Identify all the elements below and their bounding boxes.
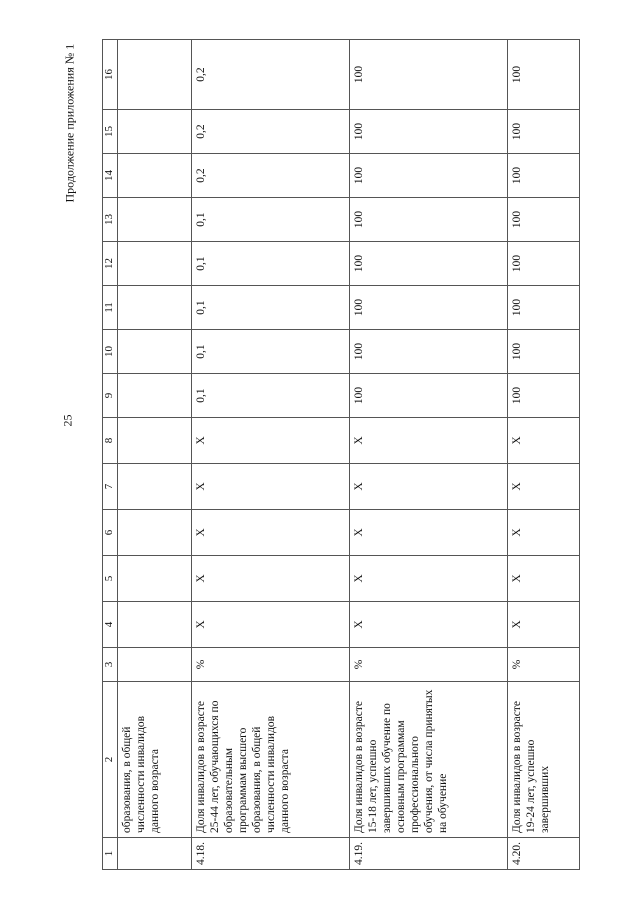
value-cell: 100 bbox=[508, 154, 580, 198]
column-number-13: 13 bbox=[103, 198, 118, 242]
value-cell: X bbox=[192, 464, 350, 510]
table-row bbox=[192, 40, 350, 870]
value-cell: 0,1 bbox=[192, 242, 350, 286]
row-number: 4.19. bbox=[350, 838, 508, 870]
indicator-name: Доля инвалидов в возрасте 15-18 лет, успешно завершивших обучение по основным программам профессионального обучения, от числа принятых на обучение bbox=[350, 682, 508, 838]
value-cell: X bbox=[192, 510, 350, 556]
value-cell: 0,2 bbox=[192, 40, 350, 110]
column-number-10: 10 bbox=[103, 330, 118, 374]
value-cell: X bbox=[192, 602, 350, 648]
value-cell: 100 bbox=[350, 40, 508, 110]
value-cell bbox=[118, 198, 192, 242]
value-cell: 100 bbox=[508, 110, 580, 154]
table-row bbox=[508, 40, 580, 870]
value-cell: X bbox=[192, 418, 350, 464]
value-cell: X bbox=[350, 602, 508, 648]
value-cell: 100 bbox=[508, 242, 580, 286]
value-cell: X bbox=[508, 602, 580, 648]
column-number-11: 11 bbox=[103, 286, 118, 330]
value-cell: 100 bbox=[350, 198, 508, 242]
row-number: 4.20. bbox=[508, 838, 580, 870]
column-number-15: 15 bbox=[103, 110, 118, 154]
header-row bbox=[103, 40, 118, 870]
value-cell bbox=[118, 330, 192, 374]
value-cell: 100 bbox=[508, 40, 580, 110]
value-cell: 100 bbox=[350, 330, 508, 374]
value-cell: 0,1 bbox=[192, 198, 350, 242]
value-cell bbox=[118, 556, 192, 602]
indicator-name: Доля инвалидов в возрасте 19-24 лет, успешно завершивших bbox=[508, 682, 580, 838]
column-number-7: 7 bbox=[103, 464, 118, 510]
value-cell: 100 bbox=[350, 154, 508, 198]
value-cell: 0,1 bbox=[192, 374, 350, 418]
page-number: 25 bbox=[60, 414, 75, 427]
value-cell: 0,2 bbox=[192, 110, 350, 154]
value-cell: X bbox=[350, 510, 508, 556]
row-number bbox=[118, 838, 192, 870]
value-cell bbox=[118, 110, 192, 154]
value-cell: 100 bbox=[508, 286, 580, 330]
column-number-8: 8 bbox=[103, 418, 118, 464]
column-number-5: 5 bbox=[103, 556, 118, 602]
column-number-6: 6 bbox=[103, 510, 118, 556]
value-cell: X bbox=[350, 418, 508, 464]
value-cell bbox=[118, 602, 192, 648]
column-number-16: 16 bbox=[103, 40, 118, 110]
value-cell: 0,2 bbox=[192, 154, 350, 198]
indicator-name: образования, в общей численности инвалидов данного возраста bbox=[118, 682, 192, 838]
value-cell: X bbox=[508, 418, 580, 464]
value-cell bbox=[118, 154, 192, 198]
value-cell: 100 bbox=[508, 330, 580, 374]
value-cell bbox=[118, 374, 192, 418]
column-number-14: 14 bbox=[103, 154, 118, 198]
column-number-12: 12 bbox=[103, 242, 118, 286]
column-number-1: 1 bbox=[103, 838, 118, 870]
value-cell: X bbox=[350, 556, 508, 602]
column-number-4: 4 bbox=[103, 602, 118, 648]
column-number-2: 2 bbox=[103, 682, 118, 838]
indicators-table bbox=[102, 39, 580, 870]
value-cell: 0,1 bbox=[192, 330, 350, 374]
value-cell: X bbox=[508, 464, 580, 510]
value-cell: 100 bbox=[350, 374, 508, 418]
value-cell: 100 bbox=[350, 110, 508, 154]
unit-cell bbox=[118, 648, 192, 682]
indicator-name: Доля инвалидов в возрасте 25-44 лет, обучающихся по образовательным программам высшего образования, в общей численности инвалидов данного возраста bbox=[192, 682, 350, 838]
value-cell bbox=[118, 242, 192, 286]
value-cell bbox=[118, 40, 192, 110]
value-cell bbox=[118, 510, 192, 556]
value-cell: 100 bbox=[350, 286, 508, 330]
value-cell: 0,1 bbox=[192, 286, 350, 330]
table-row bbox=[118, 40, 192, 870]
value-cell: X bbox=[508, 510, 580, 556]
value-cell bbox=[118, 418, 192, 464]
value-cell: 100 bbox=[508, 198, 580, 242]
rotated-table-container bbox=[102, 40, 572, 870]
value-cell: X bbox=[350, 464, 508, 510]
value-cell bbox=[118, 464, 192, 510]
column-number-9: 9 bbox=[103, 374, 118, 418]
row-number: 4.18. bbox=[192, 838, 350, 870]
unit-cell: % bbox=[192, 648, 350, 682]
table-row bbox=[350, 40, 508, 870]
column-number-3: 3 bbox=[103, 648, 118, 682]
value-cell bbox=[118, 286, 192, 330]
value-cell: X bbox=[508, 556, 580, 602]
value-cell: 100 bbox=[508, 374, 580, 418]
value-cell: X bbox=[192, 556, 350, 602]
unit-cell: % bbox=[508, 648, 580, 682]
appendix-note: Продолжение приложения № 1 bbox=[62, 43, 77, 203]
unit-cell: % bbox=[350, 648, 508, 682]
value-cell: 100 bbox=[350, 242, 508, 286]
